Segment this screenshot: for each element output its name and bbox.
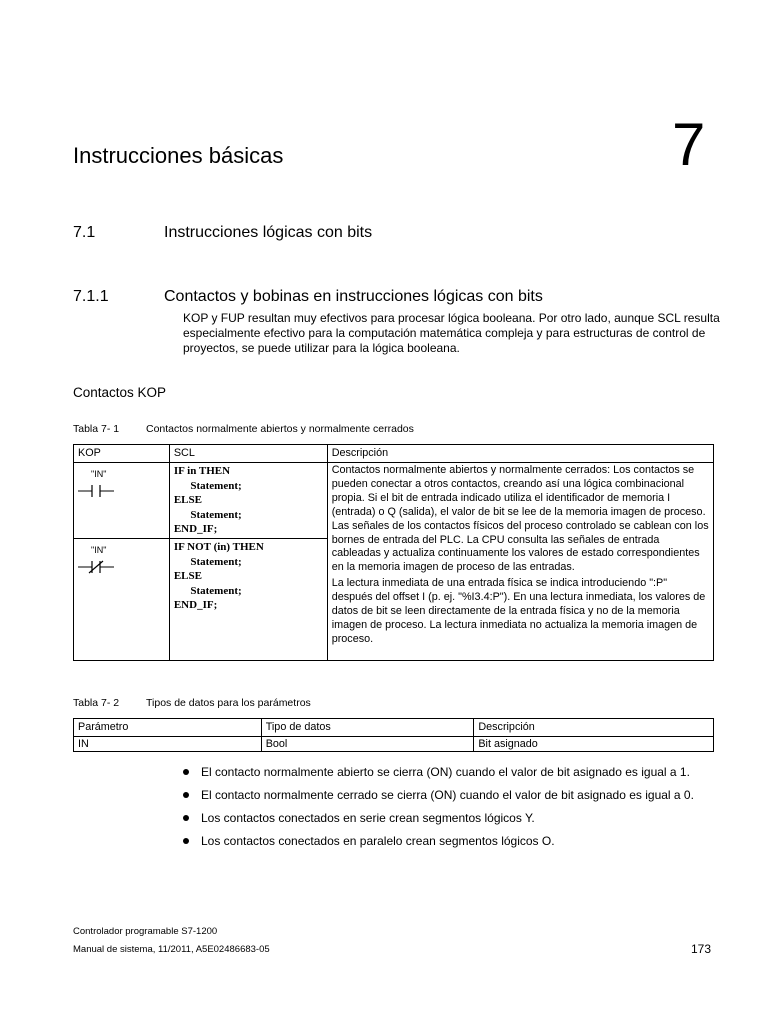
table1-caption: Contactos normalmente abiertos y normalmente cerrados [146, 423, 414, 435]
description-paragraph-1: Contactos normalmente abiertos y normalmente cerrados: Los contactos se pueden conectar a otros contactos, creando así una lógica combinacional propia. Si el bit de entrada indicado utiliza el identificador de memoria I (entrada) o Q (salida), el valor de bit se lee de la memoria imagen de proceso. Las señales de los contactos físicos del proceso controlado se cablean con los bornes de entrada del PLC. La CPU consulta las señales de entrada cableadas y actualiza continuamente los valores de estado correspondientes en la memoria imagen de proceso de las entradas. [331, 464, 709, 574]
table2-cell-type: Bool [261, 737, 474, 752]
table2-header-param: Parámetro [74, 719, 262, 737]
bullet-item: El contacto normalmente abierto se cierra (ON) cuando el valor de bit asignado es igual a 1. [183, 765, 723, 780]
table2-cell-param: IN [74, 737, 262, 752]
kop-label-no: "IN" [91, 469, 107, 479]
contactos-heading: Contactos KOP [73, 385, 167, 400]
subsection-title: Contactos y bobinas en instrucciones lógicas con bits [164, 288, 543, 305]
section-title: Instrucciones lógicas con bits [164, 224, 373, 241]
kop-cell-no [74, 463, 170, 539]
table1-header-kop: KOP [74, 445, 170, 463]
kop-cell-nc [74, 538, 170, 660]
footer-line-2: Manual de sistema, 11/2011, A5E02486683-05 [73, 944, 270, 955]
bullet-item: Los contactos conectados en serie crean segmentos lógicos Y. [183, 811, 723, 826]
description-paragraph-2: La lectura inmediata de una entrada física se indica introduciendo ":P" después del offset I (p. ej. "%I3.4:P"). En una lectura inmediata, los valores de datos de bit se leen directamente de la entrada física y no de la memoria imagen de proceso. La lectura inmediata no actualiza la memoria imagen de proceso. [331, 577, 706, 645]
bullet-item: El contacto normalmente cerrado se cierra (ON) cuando el valor de bit asignado es igual a 0. [183, 788, 723, 803]
bullet-item: Los contactos conectados en paralelo crean segmentos lógicos O. [183, 834, 723, 849]
normally-closed-contact-icon [78, 559, 118, 575]
table2-cell-desc: Bit asignado [474, 737, 714, 752]
table2-caption: Tipos de datos para los parámetros [146, 697, 311, 709]
table2-label: Tabla 7- 2 [73, 697, 120, 709]
table2-header-desc: Descripción [474, 719, 714, 737]
table1-header-scl: SCL [169, 445, 327, 463]
parameters-table [73, 718, 714, 752]
chapter-number: 7 [672, 111, 706, 178]
chapter-title: Instrucciones básicas [73, 143, 284, 168]
scl-code-no: IF in THEN Statement; ELSE Statement; END_IF; [169, 463, 327, 539]
contacts-table [73, 444, 714, 661]
normally-open-contact-icon [78, 483, 118, 499]
table1-header-desc: Descripción [327, 445, 713, 463]
page-number: 173 [691, 942, 712, 956]
table1-description [327, 463, 713, 661]
table1-label: Tabla 7- 1 [73, 423, 120, 435]
table2-header-type: Tipo de datos [261, 719, 474, 737]
footer-line-1: Controlador programable S7-1200 [73, 926, 218, 937]
scl-code-nc: IF NOT (in) THEN Statement; ELSE Statement; END_IF; [169, 538, 327, 660]
bullet-list [183, 765, 723, 857]
subsection-number: 7.1.1 [73, 288, 109, 305]
section-number: 7.1 [73, 224, 96, 241]
intro-paragraph: KOP y FUP resultan muy efectivos para procesar lógica booleana. Por otro lado, aunque SCL resulta especialmente efectivo para la computación matemática compleja y para estructuras de control de proyectos, se puede utilizar para la lógica booleana. [183, 311, 720, 355]
kop-label-nc: "IN" [91, 544, 107, 555]
